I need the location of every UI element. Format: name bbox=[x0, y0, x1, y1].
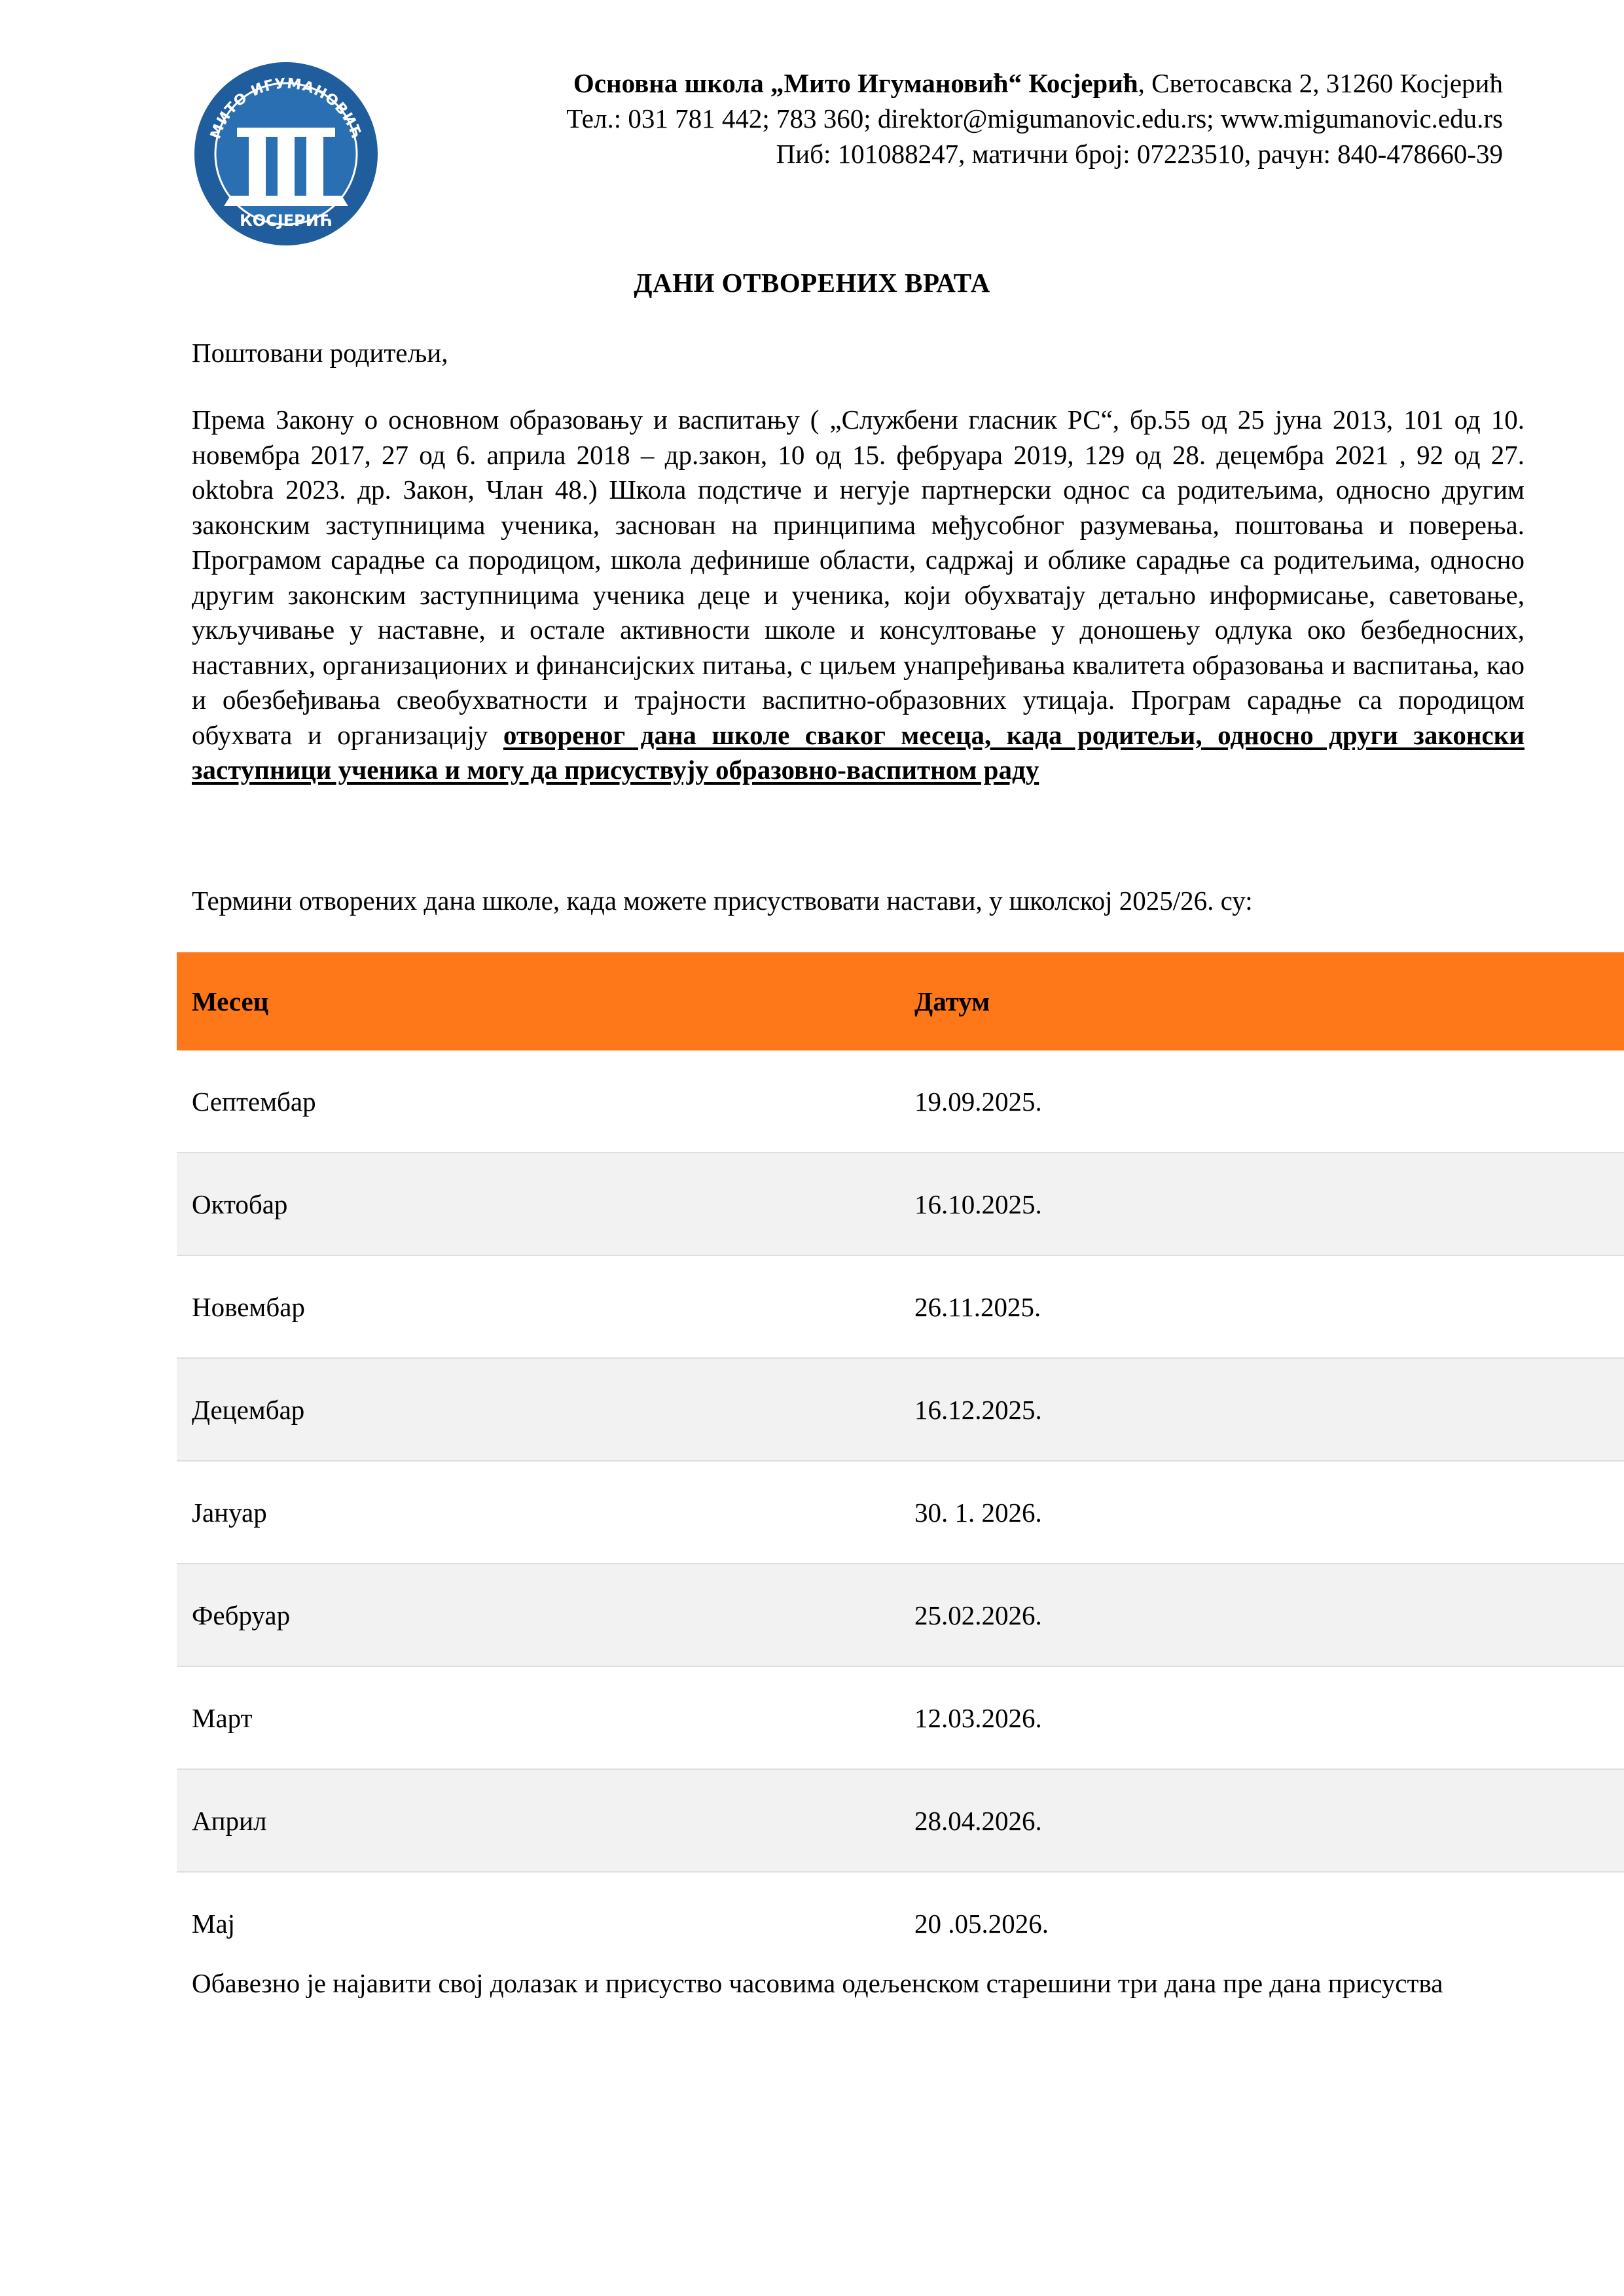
row-month: Децембар bbox=[192, 1394, 305, 1425]
row-date: 20 .05.2026. bbox=[914, 1908, 1049, 1939]
table-row bbox=[177, 1255, 1624, 1357]
closing-note: Обавезно је најавити свој долазак и присуство часовима одељенском старешини три дана пре дана присуства bbox=[192, 1968, 1443, 1998]
table-header bbox=[177, 952, 1624, 1050]
table-row bbox=[177, 1666, 1624, 1768]
document-title: ДАНИ ОТВОРЕНИХ ВРАТА bbox=[634, 268, 990, 298]
table-row bbox=[177, 1460, 1624, 1563]
school-header bbox=[566, 65, 1503, 171]
dates-table bbox=[177, 952, 1624, 1974]
row-date: 16.12.2025. bbox=[914, 1394, 1042, 1425]
school-contact: Тел.: 031 781 442; 783 360; direktor@migumanovic.edu.rs; www.migumanovic.edu.rs bbox=[566, 103, 1503, 134]
school-ids: Пиб: 101088247, матични број: 07223510, рачун: 840-478660-39 bbox=[776, 139, 1503, 169]
row-month: Јануар bbox=[192, 1497, 267, 1528]
table-row bbox=[177, 1152, 1624, 1255]
row-month: Мај bbox=[192, 1908, 236, 1939]
row-month: Септембар bbox=[192, 1086, 316, 1117]
intro-text: Према Закону о основном образовању и васпитању ( „Службени гласник РС“, бр.55 од 25 јуна 2013, 101 од 10. новембра 2017, 27 од 6. априла 2018 – др.закон, 10 од 15. фебруара 2019, 129 од 28. децембра 2021 , 92 од 27. oktobra 2023. др. Закон, Члан 48.) Школа подстиче и негује партнерски однос са родитељима, односно другим законским заступницима ученика, заснован на принципима међусобног разумевања, поштовања и поверења. Програмом сарадње са породицом, школа дефинише области, садржај и облике сарадње са родитељима, односно другим законским заступницима ученика деце и ученика, који обухватају детаљно информисање, саветовање, укључивање у наставне, и остале активности школе и консултовање у доношењу одлука око безбедносних, наставних, организационих и финансијских питања, с циљем унапређивања квалитета образовања и васпитања, као и обезбеђивања свеобухватности и трајности васпитно-образовних утицаја. Програм сарадње са породицом обухвата и организацију bbox=[192, 404, 1525, 750]
table-row bbox=[177, 1871, 1624, 1974]
table-row bbox=[177, 1050, 1624, 1152]
intro-emphasis: отвореног дана школе сваког месеца, када родитељи, односно други законски заступници ученика и могу да присуствују образовно-васпитном раду bbox=[192, 719, 1525, 785]
row-month: Новембар bbox=[192, 1291, 305, 1322]
row-date: 28.04.2026. bbox=[914, 1805, 1042, 1836]
terms-line: Термини отворених дана школе, када можете присуствовати настави, у школској 2025/26. су: bbox=[192, 886, 1253, 916]
header-date: Датум bbox=[914, 986, 990, 1016]
school-logo-icon bbox=[191, 59, 381, 249]
row-month: Фебруар bbox=[192, 1600, 291, 1630]
intro-paragraph bbox=[192, 403, 1525, 788]
row-date: 19.09.2025. bbox=[914, 1086, 1042, 1117]
table-row bbox=[177, 1768, 1624, 1871]
header-month: Месец bbox=[192, 986, 269, 1016]
school-name: Основна школа „Мито Игумановић“ Косјерић bbox=[573, 68, 1138, 98]
row-date: 12.03.2026. bbox=[914, 1702, 1042, 1733]
table-row bbox=[177, 1563, 1624, 1666]
logo-bottom-text: КОСЈЕРИЋ bbox=[240, 211, 333, 230]
greeting: Поштовани родитељи, bbox=[192, 338, 448, 368]
row-date: 16.10.2025. bbox=[914, 1189, 1042, 1219]
row-date: 30. 1. 2026. bbox=[914, 1497, 1042, 1528]
row-date: 26.11.2025. bbox=[914, 1291, 1041, 1322]
row-month: Април bbox=[192, 1805, 267, 1836]
table-row bbox=[177, 1357, 1624, 1460]
school-name-line bbox=[566, 65, 1503, 101]
school-address: , Светосавска 2, 31260 Косјерић bbox=[1138, 68, 1503, 98]
row-month: Март bbox=[192, 1702, 253, 1733]
row-month: Октобар bbox=[192, 1189, 288, 1219]
row-date: 25.02.2026. bbox=[914, 1600, 1042, 1630]
logo-top-text: МИТО ИГУМАНОВИЋ bbox=[207, 75, 365, 141]
